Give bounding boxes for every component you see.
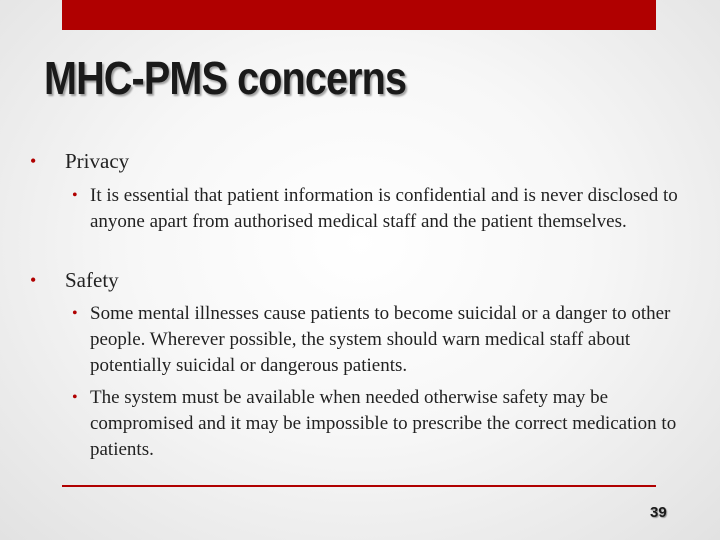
page-number: 39	[650, 504, 667, 521]
slide-title: MHC-PMS concerns	[44, 52, 407, 104]
bullet-label: Safety	[65, 268, 119, 292]
bullet-icon: •	[72, 305, 78, 322]
bullet-icon: •	[72, 389, 78, 406]
subbullet-text: It is essential that patient information is confidential and is never disclosed to anyone apart from authorised medical staff and the patient themselves.	[90, 185, 678, 232]
subbullet-text: Some mental illnesses cause patients to become suicidal or a danger to other people. Wherever possible, the system should warn medical staff about potentially suicidal or dangerous patients.	[90, 303, 671, 376]
footer-divider	[62, 485, 656, 487]
subbullet-text: The system must be available when needed otherwise safety may be compromised and it may be impossible to prescribe the correct medication to patients.	[90, 387, 677, 460]
bullet-icon: •	[30, 270, 37, 290]
bullet-label: Privacy	[65, 149, 130, 173]
bullet-icon: •	[30, 151, 37, 171]
bullet-icon: •	[72, 187, 78, 204]
top-accent-bar	[62, 0, 656, 30]
